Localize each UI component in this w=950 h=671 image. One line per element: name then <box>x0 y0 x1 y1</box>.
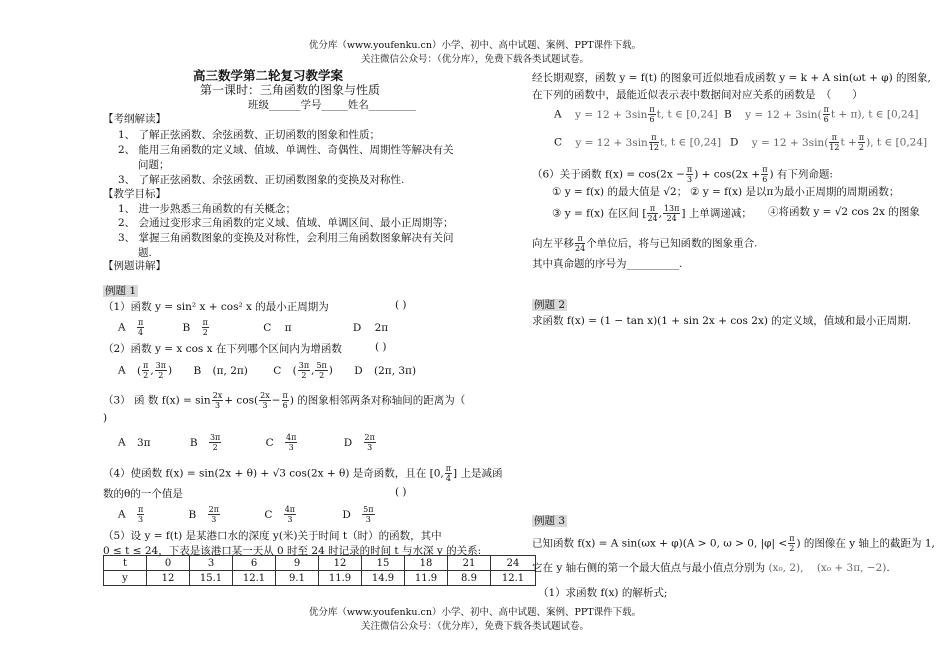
q6-answer-line: 其中真命题的序号为__________. <box>532 258 683 270</box>
q1-options: A $\frac{\pi}{4}$ B $\frac{\pi}{2}$ C π D 2π <box>118 318 389 337</box>
example-2-text: 求函数 f(x) = (1 − tan x)(1 + sin 2x + cos 2x) 的定义域，值域和最小正周期. <box>532 315 912 327</box>
footer-line-1: 优分库（www.youfenku.cn）小学、初中、高中试题、案例、PPT课件下载。 <box>308 607 642 618</box>
example-3-part-1: （1）求函数 f(x) 的解析式; <box>538 587 668 599</box>
header-line-1: 优分库（www.youfenku.cn）小学、初中、高中试题、案例、PPT课件下载。 <box>308 40 642 51</box>
example-2-label: 例题 2 <box>534 299 566 311</box>
q5-continuation-2: 在下列的函数中，最能近似表示表中数据间对应关系的函数是 （ ） <box>532 89 863 101</box>
q6-prop-3: ③ y = f(x) 在区间 [ $\frac{\pi}{24}$ , $\frac{13\pi}{24}$ ] 上单调递减； <box>552 204 752 223</box>
table-cell: 14.9 <box>362 571 405 586</box>
q5-line-2: 0 ≤ t ≤ 24，下表是该港口某一天从 0 时至 24 时记录的时间 t 与水深 y 的关系: <box>103 545 482 557</box>
table-cell: 12 <box>319 556 362 571</box>
syllabus-item-1: 1、 了解正弦函数、余弦函数、正切函数的图象和性质； <box>118 129 381 141</box>
goals-heading: 【教学目标】 <box>103 188 166 200</box>
doc-info-line: 班级______学号_____姓名_________ <box>248 99 416 111</box>
footer-line-2: 关注微信公众号：（优分库），免费下载各类试题试卷。 <box>360 621 589 632</box>
q4-answer-paren: ( ) <box>395 486 407 498</box>
table-cell: 15.1 <box>190 571 233 586</box>
table-cell: y <box>104 571 147 586</box>
table-cell: 6 <box>233 556 276 571</box>
q2-answer-paren: ( ) <box>375 341 387 353</box>
table-cell: 9 <box>276 556 319 571</box>
syllabus-heading: 【考纲解读】 <box>103 113 166 125</box>
table-cell: 12 <box>147 571 190 586</box>
example-3-line-2: 它在 y 轴右侧的第一个最大值点与最小值点分别为 (x₀, 2), (x₀ + 3π, −2). <box>532 562 890 574</box>
table-cell: 0 <box>147 556 190 571</box>
syllabus-item-2-cont: 问题； <box>138 159 170 171</box>
q4-stem-line-2: 数的θ的一个值是 <box>103 488 183 500</box>
table-cell: 11.9 <box>319 571 362 586</box>
table-cell: 3 <box>190 556 233 571</box>
table-cell: 18 <box>405 556 448 571</box>
tide-table-row-y <box>104 571 536 586</box>
tide-table <box>103 555 536 586</box>
syllabus-item-3: 3、 了解正弦函数、余弦函数、正切函数图象的变换及对称性. <box>118 174 405 186</box>
header-line-2: 关注微信公众号：（优分库），免费下载各类试题试卷。 <box>360 54 589 65</box>
q1-stem: （1）函数 y = sin² x + cos² x 的最小正周期为 <box>103 301 329 313</box>
q3-close-paren: ) <box>103 412 108 424</box>
doc-subtitle: 第一课时：三角函数的图象与性质 <box>200 83 381 97</box>
table-cell: 12.1 <box>233 571 276 586</box>
q4-options: A $\frac{\pi}{3}$ B $\frac{2\pi}{3}$ C $\frac{4\pi}{3}$ D $\frac{5\pi}{3}$ <box>118 505 374 524</box>
q6-stem: （6）关于函数 f(x) = cos(2x − $\frac{\pi}{3}$ ) + cos(2x + $\frac{\pi}{6}$ ) 有下列命题: <box>532 165 833 184</box>
goals-item-2: 2、 会通过变形求三角函数的定义域、值域、单调区间、最小正周期等； <box>118 217 454 229</box>
q5-option-c: C y = 12 + 3sin $\frac{\pi}{12}$ t, t ∈ [0,24] <box>554 133 722 152</box>
syllabus-item-2: 2、 能用三角函数的定义域、值域、单调性、奇偶性、周期性等解决有关 <box>118 144 454 156</box>
table-cell: 12.1 <box>491 571 536 586</box>
goals-item-3: 3、 掌握三角函数图象的变换及对称性，会利用三角函数图象解决有关问 <box>118 232 454 244</box>
table-cell: 24 <box>491 556 536 571</box>
tide-table-row-t <box>104 556 536 571</box>
q6-prop-1: ① y = f(x) 的最大值是 √2； <box>552 186 688 198</box>
q5-continuation-1: 经长期观察，函数 y = f(t) 的图象可近似地看成函数 y = k + A sin(ωt + φ) 的图象, <box>532 72 931 84</box>
goals-item-1: 1、 进一步熟悉三角函数的有关概念； <box>118 203 297 215</box>
q6-prop-4-cont: 向左平移 $\frac{\pi}{24}$ 个单位后，将与已知函数的图象重合. <box>532 234 758 253</box>
table-cell: 11.9 <box>405 571 448 586</box>
q6-prop-2: ② y = f(x) 是以π为最小正周期的周期函数； <box>690 186 900 198</box>
example-3-line-1: 已知函数 f(x) = A sin(ωx + φ)(A > 0, ω > 0, |φ| < $\frac{\pi}{2}$ ) 的图像在 y 轴上的截距为 1, <box>532 534 935 553</box>
q5-option-d: D y = 12 + 3sin( $\frac{\pi}{12}$ t + $\frac{\pi}{2}$ ), t ∈ [0,24] <box>730 133 928 152</box>
q5-option-a: A y = 12 + 3sin $\frac{\pi}{6}$ t, t ∈ [0,24] <box>554 105 718 124</box>
q3-stem: （3） 函 数 f(x) = sin $\frac{2x}{3}$ + cos( $\frac{2x}{3}$ − $\frac{\pi}{6}$ ) 的图象相邻两条对称轴间的距离为（ <box>103 391 466 410</box>
examples-heading: 【例题讲解】 <box>103 260 166 272</box>
table-cell: 15 <box>362 556 405 571</box>
q5-option-b: B y = 12 + 3sin( $\frac{\pi}{6}$ t + π), t ∈ [0,24] <box>724 105 919 124</box>
q4-stem: （4）使函数 f(x) = sin(2x + θ) + √3 cos(2x + θ) 是奇函数，且在 [0, $\frac{\pi}{4}$ ] 上是减函 <box>103 464 503 483</box>
q2-stem: （2）函数 y = x cos x 在下列哪个区间内为增函数 <box>103 343 342 355</box>
table-cell: t <box>104 556 147 571</box>
example-3-label: 例题 3 <box>534 515 566 527</box>
goals-item-3-cont: 题. <box>138 247 152 259</box>
doc-title: 高三数学第二轮复习教学案 <box>193 68 344 83</box>
q6-prop-4: ④将函数 y = √2 cos 2x 的图象 <box>768 206 920 218</box>
table-cell: 21 <box>448 556 491 571</box>
table-cell: 9.1 <box>276 571 319 586</box>
table-cell: 8.9 <box>448 571 491 586</box>
q5-line-1: （5）设 y = f(t) 是某港口水的深度 y(米)关于时间 t（时）的函数，其中 <box>103 530 442 542</box>
q2-options: A ( $\frac{\pi}{2}$ , $\frac{3\pi}{2}$ ) B (π, 2π) C ( $\frac{3\pi}{2}$ , $\frac{5\pi}{2}$ ) D (2π, 3π) <box>118 361 417 380</box>
example-1-label: 例题 1 <box>105 285 137 297</box>
q1-answer-paren: ( ) <box>395 299 407 311</box>
q3-options: A 3π B $\frac{3\pi}{2}$ C $\frac{4\pi}{3}$ D $\frac{2\pi}{3}$ <box>118 433 375 452</box>
